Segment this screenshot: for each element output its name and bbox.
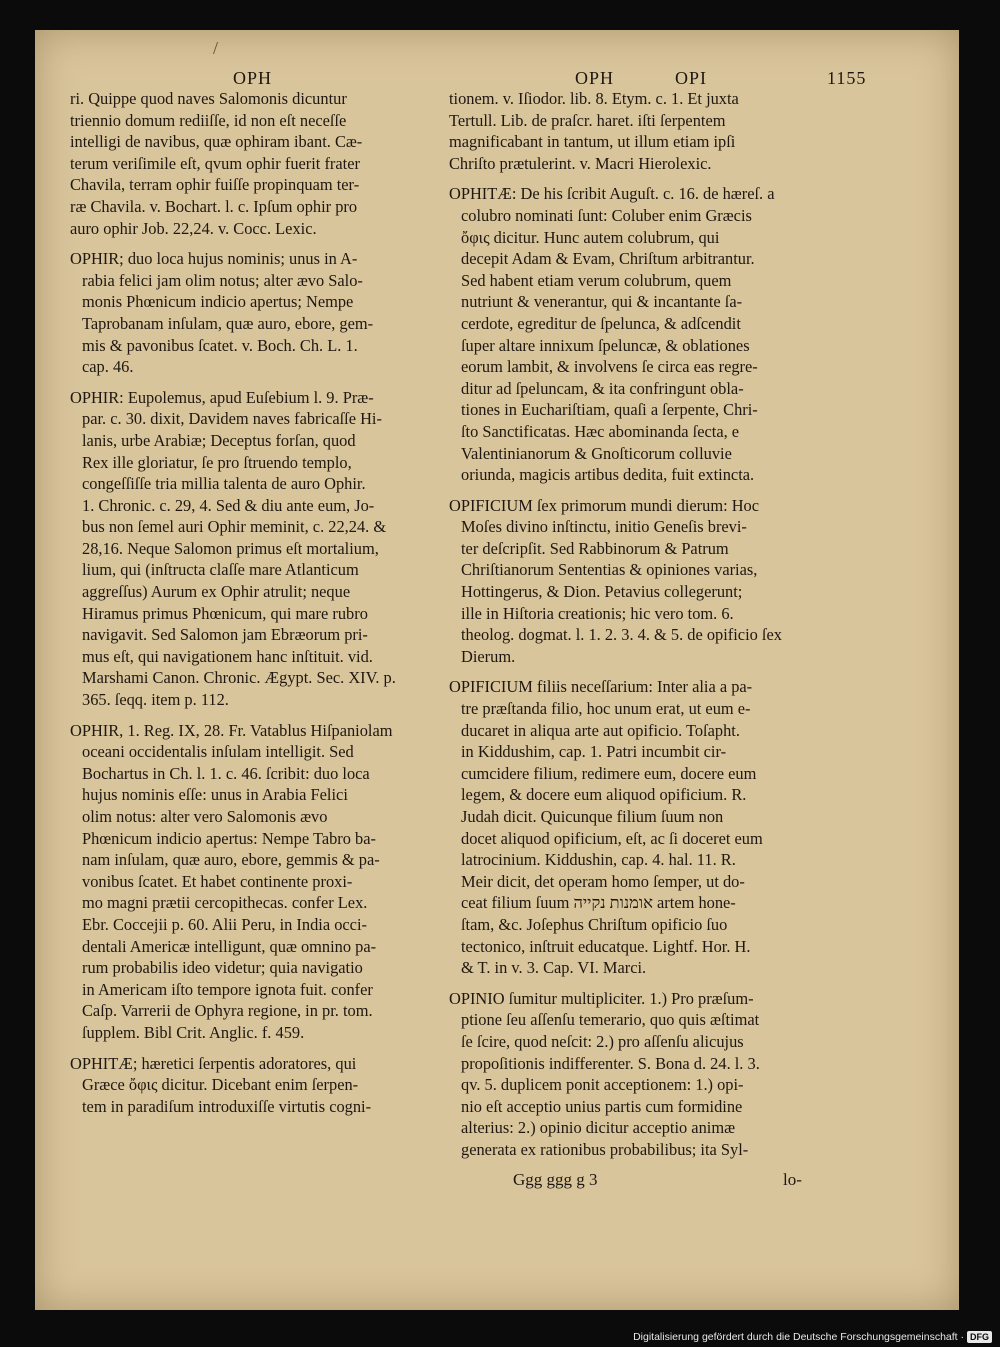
text-line: navigavit. Sed Salomon jam Ebræorum pri- bbox=[82, 625, 368, 645]
text-line: ptione ſeu aſſenſu temerario, quo quis æſtimat bbox=[461, 1010, 760, 1030]
text-line: ri. Quippe quod naves Salomonis dicuntur bbox=[70, 89, 347, 108]
text-line: bus non ſemel auri Ophir meminit, c. 22,24. & bbox=[82, 517, 387, 537]
right-running-head-2: OPI bbox=[675, 68, 708, 88]
text-line: rabia felici jam olim notus; alter ævo Salo- bbox=[82, 270, 363, 290]
text-line: hujus nominis eſſe: unus in Arabia Felici bbox=[82, 785, 348, 805]
text-line: oceani occidentalis inſulam intelligit. Sed bbox=[82, 742, 354, 762]
text-line: Chriſtianorum Sententias & opiniones varias, bbox=[461, 560, 758, 580]
text-line: Bochartus in Ch. l. 1. c. 46. ſcribit: duo loca bbox=[82, 763, 370, 783]
text-line: tionem. v. Iſiodor. lib. 8. Etym. c. 1. Et juxta bbox=[449, 89, 739, 108]
dictionary-entry bbox=[449, 988, 847, 1161]
text-line: cumcidere filium, redimere eum, docere eum bbox=[461, 763, 757, 783]
text-line: ſupplem. Bibl Crit. Anglic. f. 459. bbox=[82, 1022, 305, 1042]
dfg-logo: DFG bbox=[967, 1331, 992, 1343]
text-line: Hottingerus, & Dion. Petavius collegerunt; bbox=[461, 582, 743, 602]
text-line: tem in paradiſum introduxiſſe virtutis cogni- bbox=[82, 1096, 372, 1116]
text-line: generata ex rationibus probabilibus; ita Syl- bbox=[461, 1139, 749, 1159]
dictionary-entry bbox=[70, 720, 442, 1044]
text-line: ræ Chavila. v. Bochart. l. c. Ipſum ophir pro bbox=[70, 196, 358, 216]
text-line: terum veriſimile eſt, qvum ophir fuerit frater bbox=[70, 153, 360, 173]
text-line: Græce ὄφις dicitur. Dicebant enim ſerpen- bbox=[82, 1075, 359, 1095]
text-line: colubro nominati ſunt: Coluber enim Græcis bbox=[461, 205, 752, 225]
text-line: olim notus: alter vero Salomonis ævo bbox=[82, 807, 328, 826]
text-line: tre præſtanda filio, hoc unum erat, ut eum e- bbox=[461, 699, 751, 719]
text-line: Sed habent etiam verum colubrum, quem bbox=[461, 270, 732, 290]
text-line: par. c. 30. dixit, Davidem naves fabricaſſe Hi- bbox=[82, 409, 382, 429]
book-page bbox=[35, 30, 959, 1310]
text-line: OPHITÆ; hæretici ſerpentis adoratores, qui bbox=[70, 1053, 357, 1073]
text-line: & T. in v. 3. Cap. VI. Marci. bbox=[461, 958, 647, 978]
credit-text: Digitalisierung gefördert durch die Deutsche Forschungsgemeinschaft · bbox=[633, 1331, 964, 1343]
text-line: cerdote, egreditur de ſpelunca, & adſcendit bbox=[461, 313, 741, 333]
text-line: dentali Americæ intelligunt, quæ omnino pa- bbox=[82, 936, 377, 956]
text-line: eorum lambit, & involvens ſe circa eas regre- bbox=[461, 357, 758, 377]
text-line: OPHIR, 1. Reg. IX, 28. Fr. Vatablus Hiſpaniolam bbox=[70, 720, 393, 740]
text-line: nam inſulam, quæ auro, ebore, gemmis & pa- bbox=[82, 850, 380, 870]
text-line: docet aliquod opificium, eſt, ac ſi doceret eum bbox=[461, 828, 763, 848]
page-footer bbox=[35, 1170, 959, 1194]
text-line: mus eſt, qui navigationem hanc inſtituit. vid. bbox=[82, 646, 373, 666]
text-line: tiones in Euchariſtiam, quaſi a ſerpente, Chri- bbox=[461, 400, 758, 420]
text-line: Ebr. Coccejii p. 60. Alii Peru, in India occi- bbox=[82, 914, 367, 934]
text-line: mo magni prætii cercopithecas. confer Lex. bbox=[82, 893, 368, 913]
text-line: lanis, urbe Arabiæ; Deceptus forſan, quod bbox=[82, 430, 356, 450]
text-line: Tertull. Lib. de praſcr. haret. iſti ſerpentem bbox=[449, 110, 726, 130]
text-line: theolog. dogmat. l. 1. 2. 3. 4. & 5. de opificio ſex bbox=[461, 625, 782, 645]
text-line: Caſp. Varrerii de Ophyra regione, in pr. tom. bbox=[82, 1001, 373, 1021]
text-line: rum probabilis ideo videtur; quia navigatio bbox=[82, 958, 363, 978]
text-line: ſuper altare innixum ſpeluncæ, & oblationes bbox=[461, 335, 750, 355]
text-line: vonibus ſcatet. Et habet continente proxi- bbox=[82, 871, 353, 891]
dictionary-entry bbox=[449, 676, 847, 978]
text-line: ſto Sanctificatas. Hæc abominanda ſecta, e bbox=[461, 421, 740, 441]
dictionary-entry bbox=[449, 88, 847, 174]
text-line: auro ophir Job. 22,24. v. Cocc. Lexic. bbox=[70, 218, 317, 238]
page-number: 1155 bbox=[827, 68, 867, 88]
text-line: 28,16. Neque Salomon primus eſt mortalium, bbox=[82, 538, 379, 558]
text-line: ſtam, &c. Joſephus Chriſtum opificio ſuo bbox=[461, 914, 728, 934]
text-line: ter deſcripſit. Sed Rabbinorum & Patrum bbox=[461, 538, 729, 558]
text-line: Chriſto prætulerint. v. Macri Hierolexic. bbox=[449, 153, 712, 173]
text-line: intelligi de navibus, quæ ophiram ibant. Cæ- bbox=[70, 132, 363, 152]
text-line: oriunda, magicis artibus dedita, fuit extincta. bbox=[461, 465, 755, 485]
text-line: 365. ſeqq. item p. 112. bbox=[82, 690, 229, 710]
left-running-head: OPH bbox=[233, 68, 273, 88]
dictionary-entry bbox=[70, 248, 442, 378]
text-line: OPHITÆ: De his ſcribit Auguſt. c. 16. de hæreſ. a bbox=[449, 184, 775, 204]
text-line: aggreſſus) Aurum ex Ophir atrulit; neque bbox=[82, 582, 351, 602]
corner-mark: / bbox=[213, 38, 219, 58]
text-line: qv. 5. duplicem ponit acceptionem: 1.) opi- bbox=[461, 1075, 744, 1095]
catchword: lo- bbox=[783, 1170, 802, 1189]
text-line: Marshami Canon. Chronic. Ægypt. Sec. XIV. p. bbox=[82, 668, 396, 688]
text-line: latrocinium. Kiddushin, cap. 4. hal. 11. R. bbox=[461, 850, 736, 870]
text-line: Moſes divino inſtinctu, initio Geneſis brevi- bbox=[461, 517, 747, 537]
text-line: legem, & docere eum aliquod opificium. R. bbox=[461, 785, 747, 805]
dictionary-entry bbox=[449, 183, 847, 485]
left-column bbox=[70, 88, 442, 1126]
text-line: Valentinianorum & Gnoſticorum colluvie bbox=[461, 443, 732, 463]
text-line: congeſſiſſe tria millia talenta de auro Ophir. bbox=[82, 474, 366, 494]
text-line: OPIFICIUM filiis neceſſarium: Inter alia a pa- bbox=[449, 677, 753, 697]
text-line: nutriunt & venerantur, qui & incantante ſa- bbox=[461, 292, 743, 312]
text-line: tectonico, inſtruit educatque. Lightf. Hor. H. bbox=[461, 936, 751, 956]
text-line: ditur ad ſpeluncam, & ita confringunt obla- bbox=[461, 378, 744, 398]
text-line: ſe ſcire, quod neſcit: 2.) pro aſſenſu alicujus bbox=[461, 1031, 744, 1051]
text-line: mis & pavonibus ſcatet. v. Boch. Ch. L. 1. bbox=[82, 335, 358, 355]
right-running-head-1: OPH bbox=[575, 68, 615, 88]
dictionary-entry bbox=[449, 495, 847, 668]
text-line: Meir dicit, det operam homo ſemper, ut do- bbox=[461, 871, 745, 891]
text-line: OPINIO ſumitur multipliciter. 1.) Pro præſum- bbox=[449, 988, 754, 1008]
text-line: OPIFICIUM ſex primorum mundi dierum: Hoc bbox=[449, 495, 760, 515]
text-line: Phœnicum indicio apertus: Nempe Tabro ba- bbox=[82, 828, 376, 848]
text-line: Taprobanam inſulam, quæ auro, ebore, gem- bbox=[82, 313, 374, 333]
dictionary-entry bbox=[70, 1053, 442, 1118]
text-line: cap. 46. bbox=[82, 357, 134, 377]
digitization-credit bbox=[633, 1331, 992, 1343]
text-line: in Kiddushim, cap. 1. Patri incumbit cir- bbox=[461, 742, 727, 762]
text-line: Dierum. bbox=[461, 646, 516, 666]
text-line: Hiramus primus Phœnicum, qui mare rubro bbox=[82, 603, 368, 623]
dictionary-entry bbox=[70, 387, 442, 711]
text-line: lium, qui (inſtructa claſſe mare Atlanticum bbox=[82, 560, 359, 580]
text-line: decepit Adam & Evam, Chriſtum arbitrantur. bbox=[461, 249, 755, 269]
text-line: in Americam iſto tempore ignota fuit. confer bbox=[82, 979, 373, 999]
text-line: nio eſt acceptio unius partis cum formidine bbox=[461, 1096, 743, 1116]
text-line: monis Phœnicum indicio apertus; Nempe bbox=[82, 292, 354, 312]
text-line: OPHIR; duo loca hujus nominis; unus in A- bbox=[70, 249, 358, 269]
text-line: ducaret in aliqua arte aut opificio. Toſapht. bbox=[461, 720, 740, 740]
text-line: Judah dicit. Quicunque filium ſuum non bbox=[461, 807, 724, 826]
text-line: OPHIR: Eupolemus, apud Euſebium l. 9. Præ- bbox=[70, 387, 374, 407]
dictionary-entry bbox=[70, 88, 442, 239]
right-column bbox=[449, 88, 847, 1170]
text-line: ille in Hiſtoria creationis; hic vero tom. 6. bbox=[461, 603, 734, 623]
signature-mark: Ggg ggg g 3 bbox=[513, 1170, 598, 1189]
text-line: Rex ille gloriatur, ſe pro ſtruendo templo, bbox=[82, 452, 352, 472]
text-line: propoſitionis indifferenter. S. Bona d. 24. l. 3. bbox=[461, 1053, 760, 1073]
text-line: magnificabant in tantum, ut illum etiam ipſi bbox=[449, 132, 736, 152]
text-line: triennio domum rediiſſe, id non eſt neceſſe bbox=[70, 110, 347, 130]
text-line: 1. Chronic. c. 29, 4. Sed & diu ante eum, Jo- bbox=[82, 495, 375, 515]
text-line: ὄφις dicitur. Hunc autem colubrum, qui bbox=[461, 227, 720, 247]
text-line: ceat filium ſuum אומנות נקייה artem hone- bbox=[461, 893, 736, 913]
text-line: alterius: 2.) opinio dicitur acceptio animæ bbox=[461, 1118, 736, 1138]
text-line: Chavila, terram ophir fuiſſe propinquam ter- bbox=[70, 175, 360, 195]
